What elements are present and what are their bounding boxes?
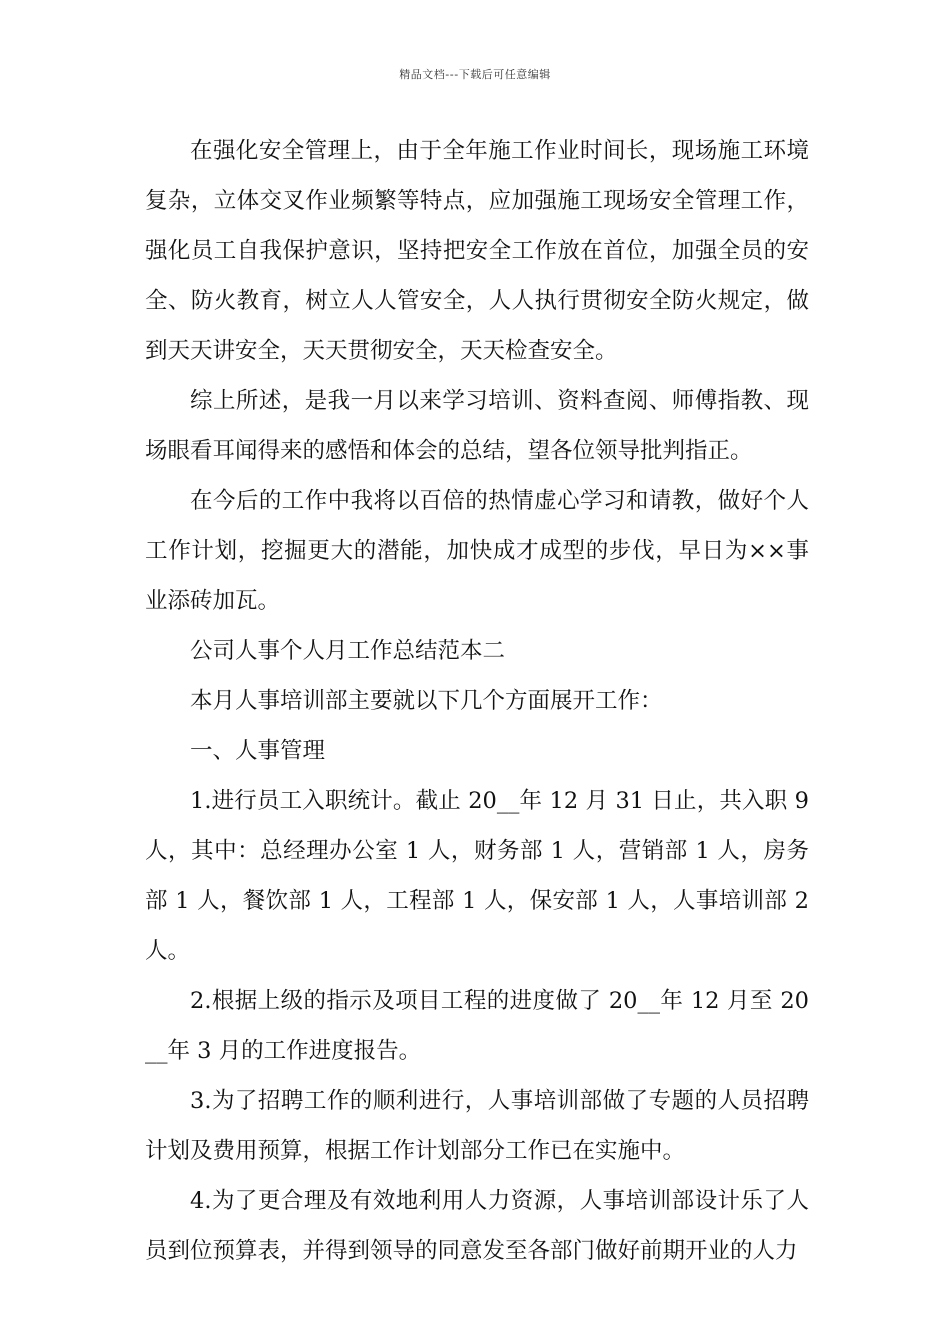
paragraph-intro: 本月人事培训部主要就以下几个方面展开工作：: [190, 688, 663, 714]
document-body: [145, 126, 809, 1276]
paragraph-summary: 综上所述，是我一月以来学习培训、资料查阅、师傅指教、现场眼看耳闻得来的感悟和体会的总结，望各位领导批判指正。: [145, 388, 809, 464]
list-item-3: 3.为了招聘工作的顺利进行，人事培训部做了专题的人员招聘计划及费用预算，根据工作计划部分工作已在实施中。: [145, 1088, 809, 1164]
list-item-1: 1.进行员工入职统计。截止 20__年 12 月 31 日止，共入职 9 人，其中：总经理办公室 1 人，财务部 1 人，营销部 1 人，房务部 1 人，餐饮部 1 人，工程部 1 人，保安部 1 人，人事培训部 2 人。: [145, 788, 809, 964]
list-item-4: 4.为了更合理及有效地利用人力资源，人事培训部设计乐了人员到位预算表，并得到领导的同意发至各部门做好前期开业的人力: [145, 1188, 809, 1264]
heading-hr-management: 一、人事管理: [190, 738, 326, 764]
page-header: 精品文档---下载后可任意编辑: [399, 68, 551, 81]
list-item-2: 2.根据上级的指示及项目工程的进度做了 20__年 12 月至 20__年 3 月的工作进度报告。: [145, 988, 809, 1064]
section-title: 公司人事个人月工作总结范本二: [190, 638, 506, 664]
paragraph-safety: 在强化安全管理上，由于全年施工作业时间长，现场施工环境复杂，立体交叉作业频繁等特点，应加强施工现场安全管理工作，强化员工自我保护意识，坚持把安全工作放在首位，加强全员的安全、防火教育，树立人人管安全，人人执行贯彻安全防火规定，做到天天讲安全，天天贯彻安全，天天检查安全。: [145, 138, 809, 364]
paragraph-future: 在今后的工作中我将以百倍的热情虚心学习和请教，做好个人工作计划，挖掘更大的潜能，加快成才成型的步伐，早日为××事业添砖加瓦。: [145, 488, 809, 614]
